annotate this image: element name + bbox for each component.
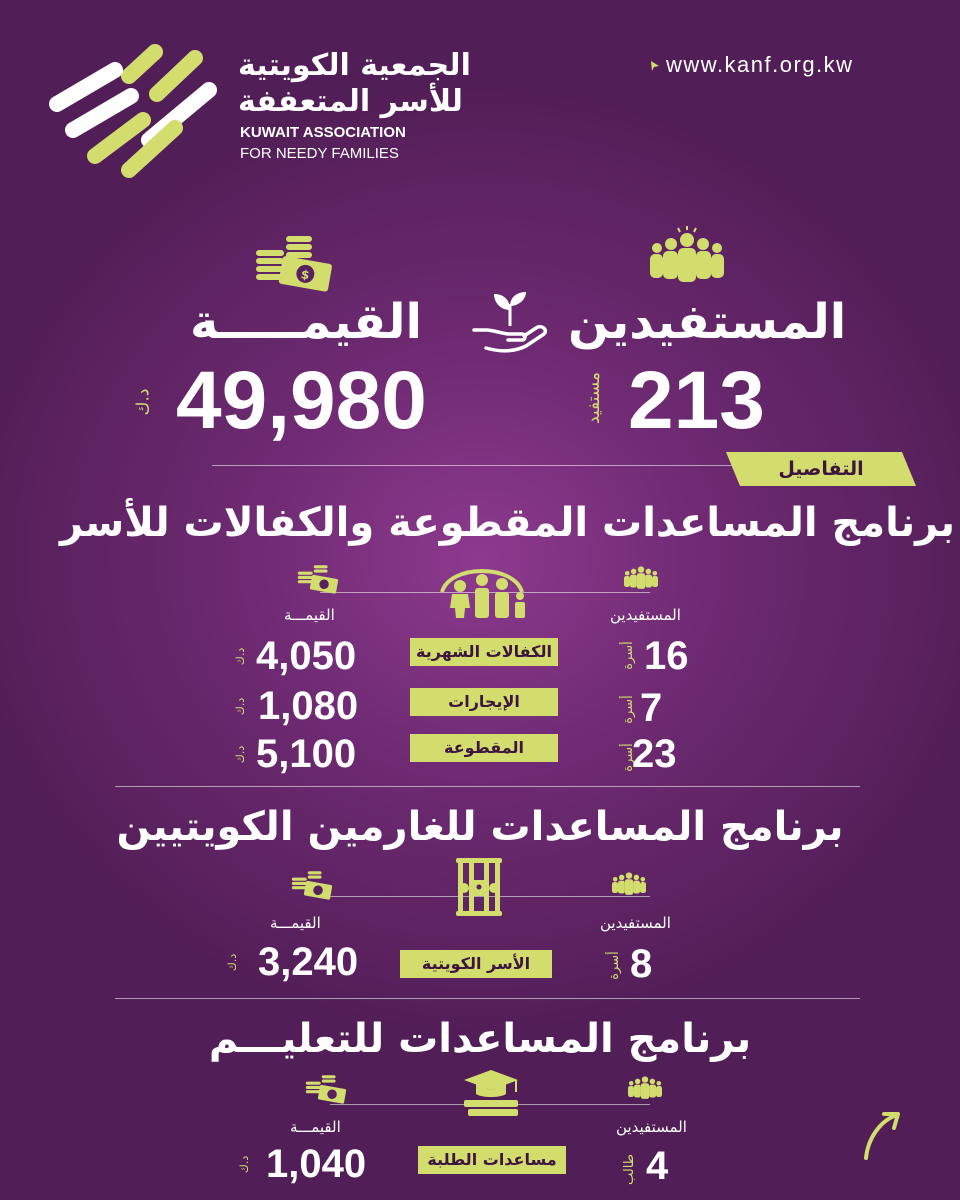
row-amount-unit: د.ك bbox=[234, 745, 248, 764]
money-coins-icon bbox=[290, 868, 334, 902]
details-tag-label: التفاصيل bbox=[778, 458, 864, 480]
row-amount: 4,050 bbox=[256, 634, 357, 678]
hand-plant-icon bbox=[470, 290, 548, 356]
money-coins-icon bbox=[296, 562, 340, 596]
row-count-unit: أسرة bbox=[620, 743, 636, 772]
value-amount: 49,980 bbox=[176, 355, 427, 446]
org-name-en-line1: KUWAIT ASSOCIATION bbox=[240, 124, 406, 141]
program-2-title: برنامج المساعدات للغارمين الكويتيين bbox=[116, 804, 844, 850]
row-amount-unit: د.ك bbox=[238, 1155, 252, 1174]
row-amount-unit: د.ك bbox=[234, 697, 248, 716]
row-count: 23 bbox=[632, 732, 677, 776]
program-2-beneficiaries-label: المستفيدين bbox=[600, 914, 671, 932]
program-2-value-label: القيمـــة bbox=[270, 914, 321, 932]
row-amount-unit: د.ك bbox=[226, 953, 240, 972]
details-rule bbox=[212, 465, 732, 466]
details-tag bbox=[726, 452, 916, 486]
row-count-unit: أسرة bbox=[606, 951, 622, 980]
prison-bars-icon bbox=[454, 858, 504, 916]
section-divider bbox=[115, 998, 860, 999]
org-logo bbox=[45, 40, 225, 180]
section-divider bbox=[115, 786, 860, 787]
value-title: القيمـــــة bbox=[190, 294, 422, 350]
row-amount-unit: د.ك bbox=[234, 647, 248, 666]
money-coins-icon bbox=[304, 1072, 348, 1106]
people-group-icon bbox=[624, 562, 658, 590]
row-count: 8 bbox=[630, 942, 653, 986]
row-category: الكفالات الشهرية bbox=[410, 638, 558, 666]
row-amount: 1,040 bbox=[266, 1142, 367, 1186]
program-3-value-label: القيمـــة bbox=[290, 1118, 341, 1136]
family-icon bbox=[434, 556, 530, 620]
money-coins-icon bbox=[254, 232, 334, 296]
row-count: 16 bbox=[644, 634, 689, 678]
org-name-ar-line1: الجمعية الكويتية bbox=[238, 48, 471, 83]
row-amount: 3,240 bbox=[258, 940, 359, 984]
value-unit: د.ك bbox=[133, 388, 154, 416]
row-count-unit: أسرة bbox=[620, 695, 636, 724]
beneficiaries-value: 213 bbox=[628, 355, 765, 446]
program-3-title: برنامج المساعدات للتعليـــم bbox=[208, 1016, 752, 1062]
people-group-icon bbox=[650, 226, 724, 282]
org-name-en-line2: FOR NEEDY FAMILIES bbox=[240, 145, 399, 162]
beneficiaries-unit: مستفيد bbox=[584, 371, 605, 425]
row-category: مساعدات الطلبة bbox=[418, 1146, 566, 1174]
row-count: 4 bbox=[646, 1144, 669, 1188]
program-1-value-label: القيمـــة bbox=[284, 606, 335, 624]
program-3-beneficiaries-label: المستفيدين bbox=[616, 1118, 687, 1136]
logo-mark-icon bbox=[45, 40, 225, 180]
org-name-ar-line2: للأسر المتعففة bbox=[238, 84, 463, 119]
row-category: الأسر الكويتية bbox=[400, 950, 552, 978]
curved-arrow-icon bbox=[860, 1108, 904, 1162]
website-text: www.kanf.org.kw bbox=[666, 52, 854, 77]
row-count: 7 bbox=[640, 686, 663, 730]
row-category: المقطوعة bbox=[410, 734, 558, 762]
graduation-books-icon bbox=[460, 1068, 522, 1118]
program-1-beneficiaries-label: المستفيدين bbox=[610, 606, 681, 624]
row-amount: 1,080 bbox=[258, 684, 359, 728]
row-amount: 5,100 bbox=[256, 732, 357, 776]
row-count-unit: طالب bbox=[622, 1153, 638, 1186]
people-group-icon bbox=[628, 1072, 662, 1100]
program-1-title: برنامج المساعدات المقطوعة والكفالات للأسر bbox=[60, 500, 956, 546]
pointer-arrow-icon bbox=[650, 60, 660, 72]
people-group-icon bbox=[612, 868, 646, 896]
beneficiaries-title: المستفيدين bbox=[568, 294, 847, 350]
row-category: الإيجارات bbox=[410, 688, 558, 716]
row-count-unit: أسرة bbox=[620, 641, 636, 670]
svg-text:$: $ bbox=[299, 267, 311, 283]
